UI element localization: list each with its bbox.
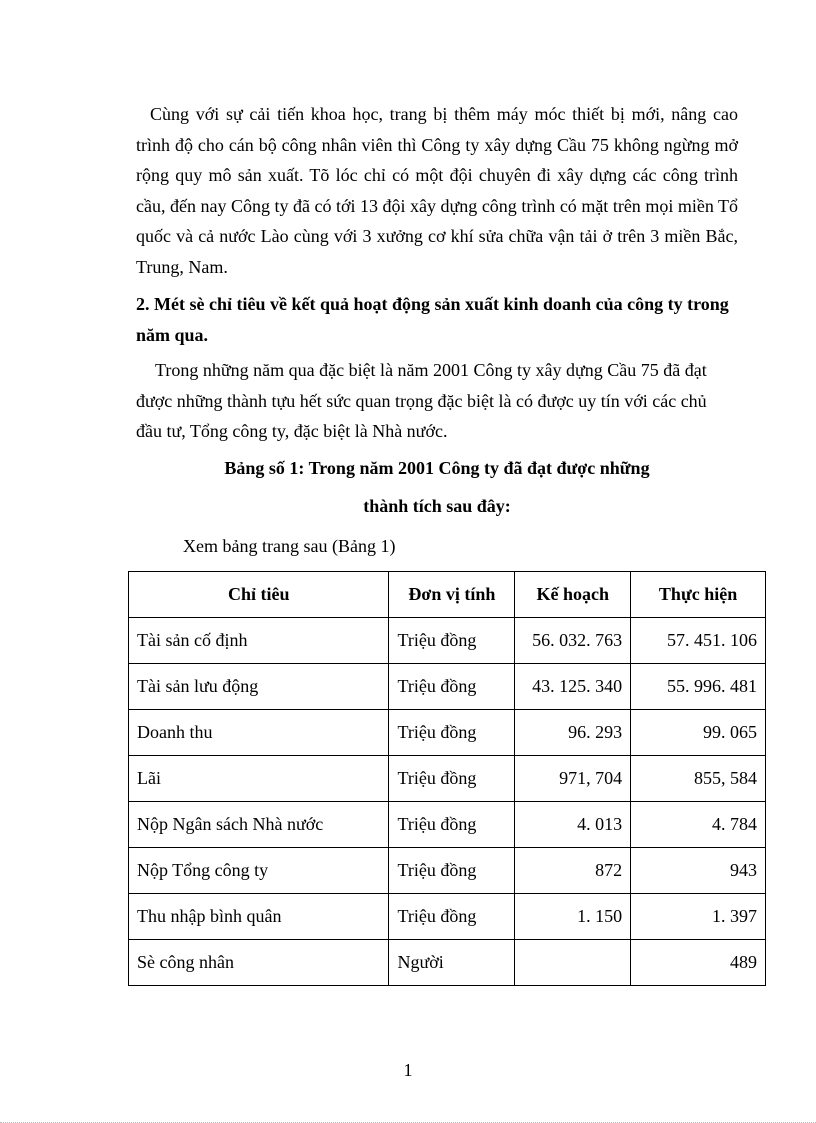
row-actual: 489: [631, 940, 766, 986]
body-paragraph: Trong những năm qua đặc biệt là năm 2001 Công ty xây dựng Cầu 75 đã đạt được những thành tựu hết sức quan trọng đặc biệt là có được uy tín với các chủ đầu tư, Tổng công ty, đặc biệt là Nhà nước.: [136, 360, 707, 441]
table-caption-line-1: Bảng số 1: Trong năm 2001 Công ty đã đạt được những: [224, 458, 650, 478]
header-criteria: Chỉ tiêu: [129, 572, 389, 618]
row-actual: 55. 996. 481: [631, 664, 766, 710]
table-row: [129, 664, 766, 710]
row-unit: Người: [389, 940, 515, 986]
table-row: [129, 802, 766, 848]
table-row: [129, 894, 766, 940]
row-unit: Triệu đồng: [389, 710, 515, 756]
row-plan: 1. 150: [515, 894, 631, 940]
row-actual: 943: [631, 848, 766, 894]
row-plan: 872: [515, 848, 631, 894]
row-criteria: Thu nhập bình quân: [129, 894, 389, 940]
row-plan: 96. 293: [515, 710, 631, 756]
table-row: [129, 848, 766, 894]
section-heading: 2. Mét sè chỉ tiêu về kết quả hoạt động sản xuất kinh doanh của công ty trong năm qua.: [136, 294, 729, 345]
table-row: [129, 756, 766, 802]
row-plan: 4. 013: [515, 802, 631, 848]
row-criteria: Tài sản lưu động: [129, 664, 389, 710]
row-criteria: Nộp Tổng công ty: [129, 848, 389, 894]
table-caption-line-2: thành tích sau đây:: [363, 496, 511, 516]
intro-paragraph: Cùng với sự cải tiến khoa học, trang bị thêm máy móc thiết bị mới, nâng cao trình độ cho cán bộ công nhân viên thì Công ty xây dựng Cầu 75 không ngừng mở rộng quy mô sản xuất. Tõ lóc chỉ có một đội chuyên đi xây dựng các công trình cầu, đến nay Công ty đã có tới 13 đội xây dựng công trình có mặt trên mọi miền Tổ quốc và cả nước Lào cùng với 3 xưởng cơ khí sửa chữa vận tải ở trên 3 miền Bắc, Trung, Nam.: [136, 104, 738, 277]
row-plan: 56. 032. 763: [515, 618, 631, 664]
table-row: [129, 940, 766, 986]
row-actual: 99. 065: [631, 710, 766, 756]
table-header-row: [129, 572, 766, 618]
row-criteria: Sè công nhân: [129, 940, 389, 986]
row-criteria: Lãi: [129, 756, 389, 802]
row-actual: 57. 451. 106: [631, 618, 766, 664]
row-criteria: Doanh thu: [129, 710, 389, 756]
row-plan: 43. 125. 340: [515, 664, 631, 710]
row-actual: 4. 784: [631, 802, 766, 848]
header-unit: Đơn vị tính: [389, 572, 515, 618]
row-actual: 855, 584: [631, 756, 766, 802]
row-plan: [515, 940, 631, 986]
row-criteria: Tài sản cố định: [129, 618, 389, 664]
table-row: [129, 618, 766, 664]
row-plan: 971, 704: [515, 756, 631, 802]
header-actual: Thực hiện: [631, 572, 766, 618]
row-unit: Triệu đồng: [389, 756, 515, 802]
table-note: Xem bảng trang sau (Bảng 1): [183, 536, 396, 556]
table-row: [129, 710, 766, 756]
row-actual: 1. 397: [631, 894, 766, 940]
row-unit: Triệu đồng: [389, 894, 515, 940]
page-number: 1: [403, 1060, 413, 1080]
row-unit: Triệu đồng: [389, 618, 515, 664]
row-unit: Triệu đồng: [389, 848, 515, 894]
row-criteria: Nộp Ngân sách Nhà nước: [129, 802, 389, 848]
row-unit: Triệu đồng: [389, 664, 515, 710]
results-table: [128, 571, 766, 986]
row-unit: Triệu đồng: [389, 802, 515, 848]
header-plan: Kế hoạch: [515, 572, 631, 618]
